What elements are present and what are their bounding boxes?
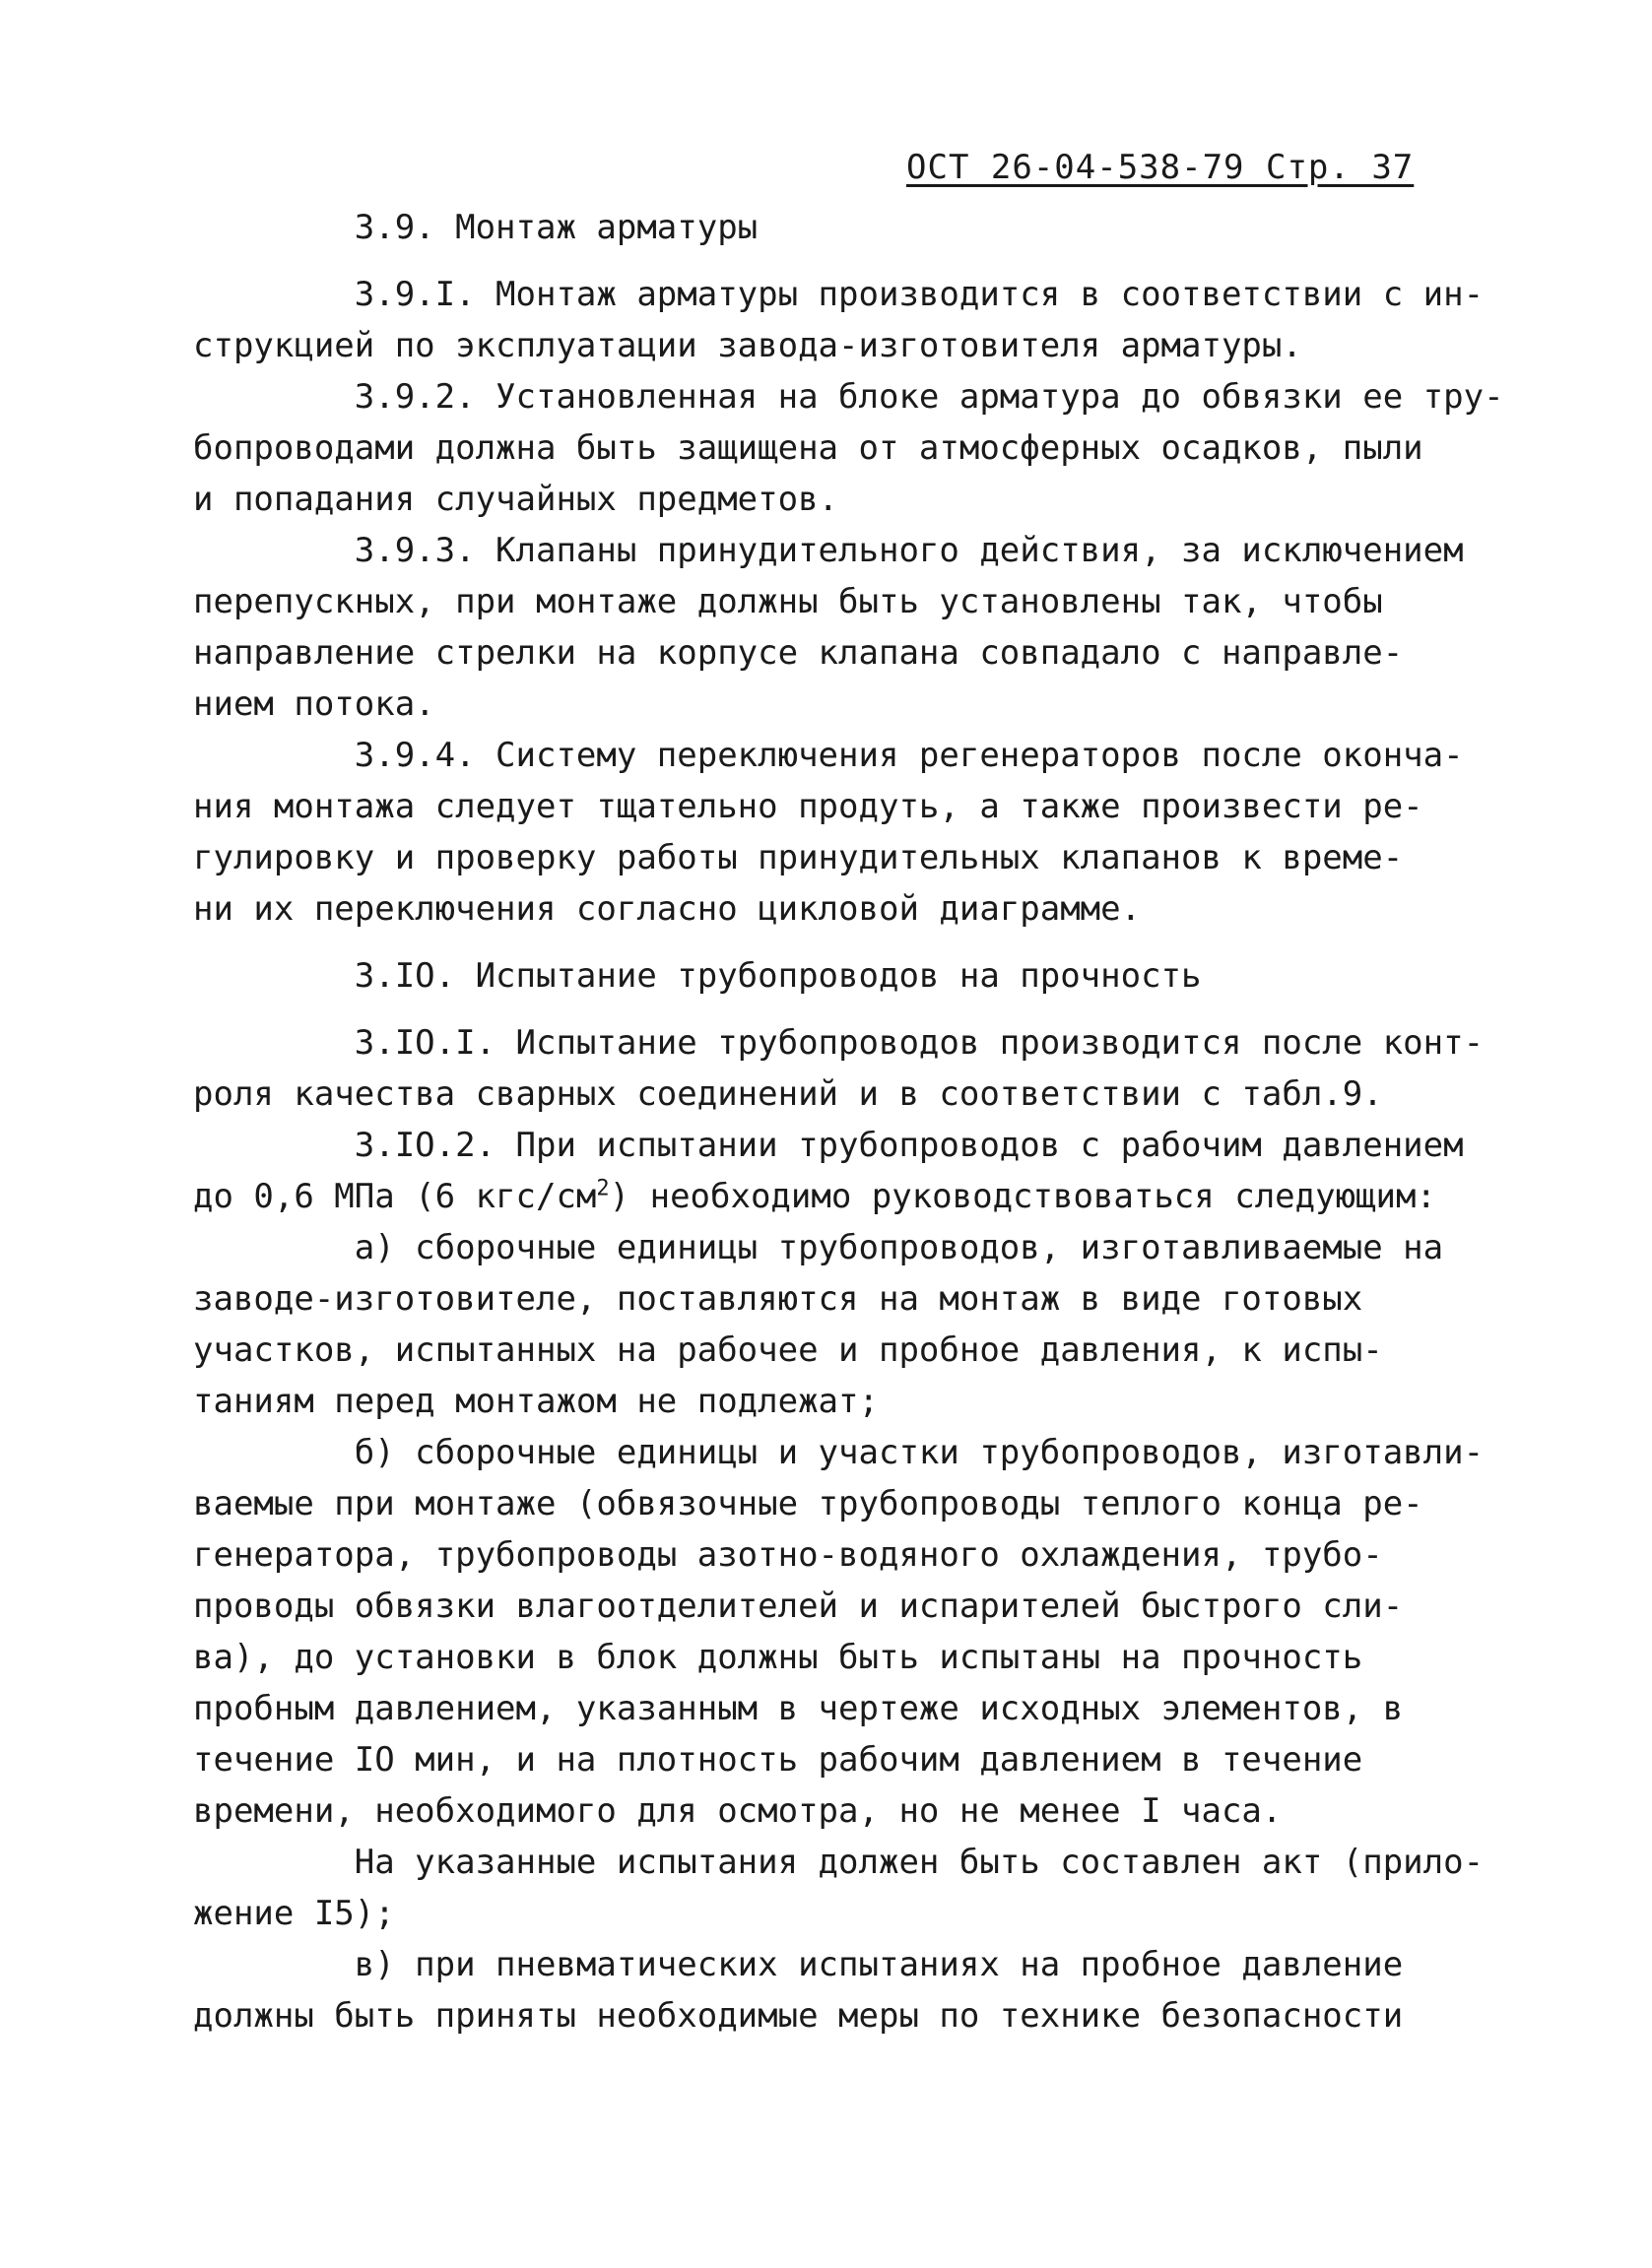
text-line-content: 3.9.3. Клапаны принудительного действия, за исключением: [193, 531, 1464, 570]
text-line: [193, 269, 1503, 320]
text-line-content: проводы обвязки влагоотделителей и испарителей быстрого сли-: [193, 1587, 1404, 1626]
text-line: [193, 474, 1503, 525]
text-line-content: б) сборочные единицы и участки трубопроводов, изготавли-: [193, 1433, 1485, 1472]
text-line: [193, 1376, 1503, 1427]
paragraph-gap: [193, 1002, 1503, 1017]
text-line-content: 3.IO.2. При испытании трубопроводов с рабочим давлением: [193, 1126, 1464, 1165]
text-line-content: 3.9. Монтаж арматуры: [193, 208, 759, 247]
text-line-content: струкцией по эксплуатации завода-изготовителя арматуры.: [193, 326, 1302, 365]
text-line-tail: ) необходимо руководствоваться следующим:: [609, 1177, 1436, 1216]
text-line-content: до 0,6 МПа (6 кгс/см: [193, 1177, 597, 1216]
text-line: [193, 1273, 1503, 1325]
text-line: [193, 371, 1503, 422]
text-line: [193, 679, 1503, 730]
text-line: [193, 883, 1503, 935]
text-line: [193, 730, 1503, 781]
text-line-content: ния монтажа следует тщательно продуть, а также произвести ре-: [193, 787, 1423, 826]
text-line: [193, 1478, 1503, 1529]
text-line: [193, 1683, 1503, 1734]
text-line-content: бопроводами должна быть защищена от атмосферных осадков, пыли: [193, 428, 1423, 468]
text-line-content: перепускных, при монтаже должны быть установлены так, чтобы: [193, 582, 1383, 621]
text-line: [193, 781, 1503, 832]
text-line-content: На указанные испытания должен быть составлен акт (прило-: [193, 1843, 1485, 1882]
text-line-content: времени, необходимого для осмотра, но не менее I часа.: [193, 1791, 1283, 1831]
text-line: [193, 1325, 1503, 1376]
text-line: [193, 320, 1503, 371]
text-line-content: направление стрелки на корпусе клапана совпадало с направле-: [193, 633, 1404, 673]
text-line-content: 3.9.2. Установленная на блоке арматура до обвязки ее тру-: [193, 377, 1504, 417]
text-line-content: в) при пневматических испытаниях на пробное давление: [193, 1945, 1404, 1984]
text-line: [193, 1734, 1503, 1785]
page-header: ОСТ 26-04-538-79 Стр. 37: [906, 148, 1415, 187]
text-line-content: а) сборочные единицы трубопроводов, изготавливаемые на: [193, 1228, 1444, 1267]
text-line: [193, 1632, 1503, 1683]
text-line: [193, 1785, 1503, 1837]
text-line-content: участков, испытанных на рабочее и пробное давления, к испы-: [193, 1330, 1383, 1370]
paragraph-gap: [193, 935, 1503, 950]
text-line-content: 3.IO. Испытание трубопроводов на прочность: [193, 956, 1202, 996]
text-line: [193, 202, 1503, 253]
text-line-content: гулировку и проверку работы принудительных клапанов к време-: [193, 838, 1404, 877]
text-line-content: 3.9.I. Монтаж арматуры производится в соответствии с ин-: [193, 275, 1485, 314]
text-line: [193, 1120, 1503, 1171]
text-line: [193, 1581, 1503, 1632]
superscript: 2: [596, 1176, 610, 1201]
text-line: [193, 950, 1503, 1002]
text-line: [193, 1837, 1503, 1888]
text-line-content: роля качества сварных соединений и в соответствии с табл.9.: [193, 1074, 1383, 1114]
text-line-content: ва), до установки в блок должны быть испытаны на прочность: [193, 1638, 1363, 1677]
text-line-content: и попадания случайных предметов.: [193, 480, 839, 519]
text-line: [193, 1017, 1503, 1069]
text-line: [193, 525, 1503, 576]
text-line-content: ни их переключения согласно цикловой диаграмме.: [193, 889, 1142, 929]
text-line-content: течение IO мин, и на плотность рабочим давлением в течение: [193, 1740, 1363, 1780]
text-line-content: генератора, трубопроводы азотно-водяного охлаждения, трубо-: [193, 1535, 1383, 1575]
text-line: [193, 576, 1503, 627]
text-line: [193, 1939, 1503, 1990]
text-line: [193, 1222, 1503, 1273]
text-line-content: должны быть приняты необходимые меры по технике безопасности: [193, 1996, 1404, 2036]
text-line: [193, 1990, 1503, 2041]
text-line-content: таниям перед монтажом не подлежат;: [193, 1382, 879, 1421]
paragraph-gap: [193, 253, 1503, 269]
text-line-content: заводе-изготовителе, поставляются на монтаж в виде готовых: [193, 1279, 1363, 1319]
text-line-content: 3.9.4. Систему переключения регенераторов после оконча-: [193, 736, 1464, 775]
text-line-content: пробным давлением, указанным в чертеже исходных элементов, в: [193, 1689, 1404, 1728]
text-line: [193, 1069, 1503, 1120]
text-line-content: нием потока.: [193, 684, 435, 724]
text-line: [193, 1427, 1503, 1478]
text-line: [193, 422, 1503, 474]
text-line-content: 3.IO.I. Испытание трубопроводов производится после конт-: [193, 1023, 1485, 1063]
text-line: [193, 832, 1503, 883]
text-line: [193, 627, 1503, 679]
text-line-content: ваемые при монтаже (обвязочные трубопроводы теплого конца ре-: [193, 1484, 1423, 1523]
text-line: [193, 1171, 1503, 1222]
text-line: [193, 1529, 1503, 1581]
document-body: [193, 202, 1503, 2041]
text-line: [193, 1888, 1503, 1939]
text-line-content: жение I5);: [193, 1894, 395, 1933]
